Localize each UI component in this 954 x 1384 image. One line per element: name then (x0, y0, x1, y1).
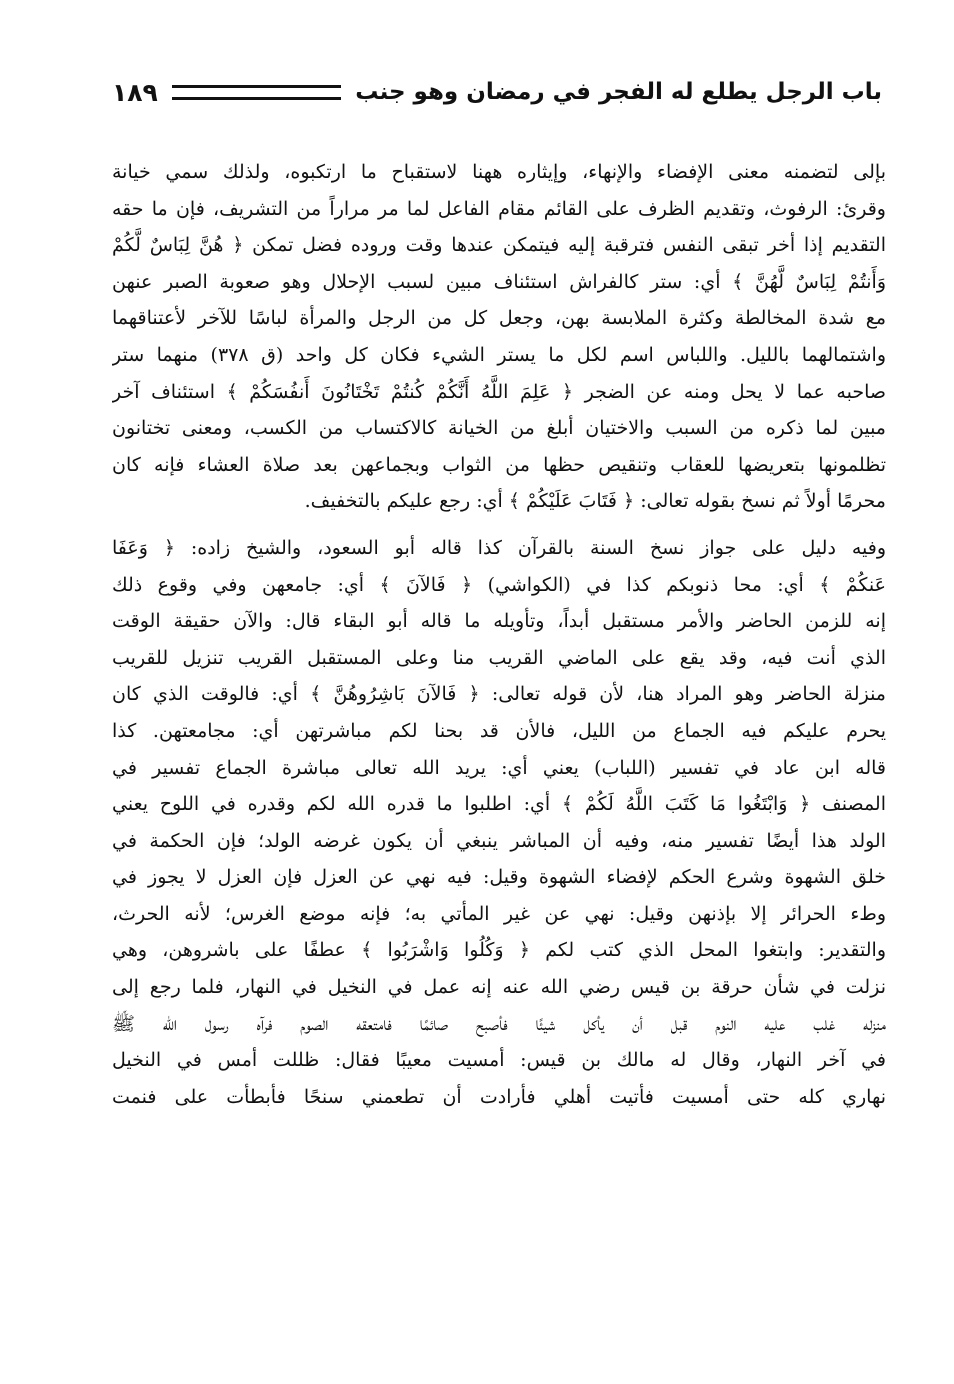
text-line: إنه للزمن الحاضر والأمر مستقبل أبداً، وتأويله ما قاله أبو البقاء قال: والآن حقيقة الوقت (112, 610, 886, 633)
text-line: وقرئ: الرفوث، وتقديم الظرف على القائم مقام الفاعل لما مر مراراً من التشريف، فإن ما حقه (112, 197, 886, 220)
text-line: الذي أنت فيه، وقد يقع على الماضي القريب منا وعلى المستقبل القريب تنزيل للقريب (112, 646, 886, 669)
page-number: ١٨٩ (112, 77, 158, 107)
text-line: مبين لما ذكره من السبب والاختيان أبلغ من الخيانة كالاكتساب من الكسب، ومعنى تختانون (112, 417, 886, 440)
text-line: قاله ابن عاد في تفسير (اللباب) يعني أي: يريد الله تعالى مباشرة الجماع تفسير في (112, 756, 886, 779)
text-line: الولد هذا أيضًا تفسير منه، وفيه أن المباشر ينبغي أن يكون غرضه الولد؛ فإن الحكمة في (112, 829, 886, 852)
text-line: منزله غلب عليه النوم قبل أن يأكل شيئًا فأصبح صائمًا فامتعقه الصوم فرآه رسول الله ﷺ (112, 1012, 886, 1035)
text-line: واشتمالهما بالليل. واللباس اسم لكل ما يستر الشيء فكان كل واحد (ق ٣٧٨) منهما ستر (112, 343, 886, 366)
text-line: نهاري كله حتى أمسيت فأتيت أهلي فأرادت أن تطعمني سنحًا فأبطأت على فنمت (112, 1085, 886, 1108)
text-line: بإلى لتضمنه معنى الإفضاء والإنهاء، وإيثاره ههنا لاستقباح ما ارتكبوه، ولذلك سمي خيانة (112, 161, 886, 183)
text-line: صاحبه عما لا يحل ومنه عن الضجر ﴿ عَلِمَ اللَّهُ أَنَّكُمْ كُنتُمْ تَخْتَانُونَ أَنفُسَكُمْ ﴾ استئناف آخر (112, 380, 886, 403)
paragraph-gap (112, 520, 886, 530)
text-line: تظلمونها بتعريضها للعقاب وتنقيص حظها من الثواب وبجماعهن بعد صلاة العشاء فإنه كان (112, 453, 886, 476)
text-line: نزلت في شأن حرقة بن قيس رضي الله عنه إنه عمل في النخيل في النهار، فلما رجع إلى (112, 976, 886, 999)
text-line: عَنكُمْ ﴾ أي: محا ذنوبكم كذا في (الكواشي) ﴿ فَالآنَ ﴾ أي: جامعهن وفي وقوع ذلك (112, 573, 886, 596)
text-line: وَأَنتُمْ لِبَاسٌ لَّهُنَّ ﴾ أي: ستر كالفراش استئناف مبين لسبب الإحلال وهو صعوبة الصبر عنهن (112, 270, 886, 293)
text-line: يحرم عليكم فيه الجماع من الليل، فالأن قد بحنا لكم مباشرتهن أي: مجامعتهن. كذا (112, 719, 886, 742)
header-double-rule (172, 85, 341, 100)
text-line: مع شدة المخالطة وكثرة الملابسة بهن، وجعل كل من الرجل والمرأة لباسًا للآخر لأعتناقهما (112, 307, 886, 330)
text-line: وطء الحرائر إلا بإذنهن وقيل: نهي عن غير المأتي به؛ فإنه موضع الغرس؛ لأنه الحرث، (112, 902, 886, 925)
text-line: وفيه دليل على جواز نسخ السنة بالقرآن كذا قاله أبو السعود، والشيخ زاده: ﴿ وَعَفَا (112, 536, 886, 559)
chapter-title: باب الرجل يطلع له الفجر في رمضان وهو جنب (355, 79, 882, 105)
text-line: خلق الشهوة وشرع الحكم لإفضاء الشهوة وقيل: فيه نهي عن العزل فإن العزل لا يجوز في (112, 866, 886, 889)
text-line: المصنف ﴿ وَابْتَغُوا مَا كَتَبَ اللَّهُ لَكُمْ ﴾ أي: اطلبوا ما قدره الله لكم وقدره في اللوح يعني (112, 793, 886, 816)
text-line: التقديم إذا أخر تبقى النفس فترقبة إليه فيتمكن عندها وقت وروده فضل تمكن ﴿ هُنَّ لِبَاسٌ لَّكُمْ (112, 234, 886, 257)
paragraph (112, 530, 886, 1116)
text-line: منزلة الحاضر وهو المراد هنا، لأن قوله تعالى: ﴿ فَالآنَ بَاشِرُوهُنَّ ﴾ أي: فالوقت الذي كان (112, 683, 886, 706)
page-header (112, 70, 882, 114)
paragraph (112, 154, 886, 520)
text-line: والتقدير: وابتغوا المحل الذي كتب لكم ﴿ وَكُلُوا وَاشْرَبُوا ﴾ عطفًا على باشروهن، وهي (112, 939, 886, 962)
text-line: في آخر النهار، وقال له مالك بن قيس: أمسيت معيبًا فقال: ظللت أمس في النخيل (112, 1049, 886, 1072)
text-line: محرمًا أولاً ثم نسخ بقوله تعالى: ﴿ فَتَابَ عَلَيْكُمْ ﴾ أي: رجع عليكم بالتخفيف. (304, 490, 886, 513)
page-body (112, 154, 886, 1115)
